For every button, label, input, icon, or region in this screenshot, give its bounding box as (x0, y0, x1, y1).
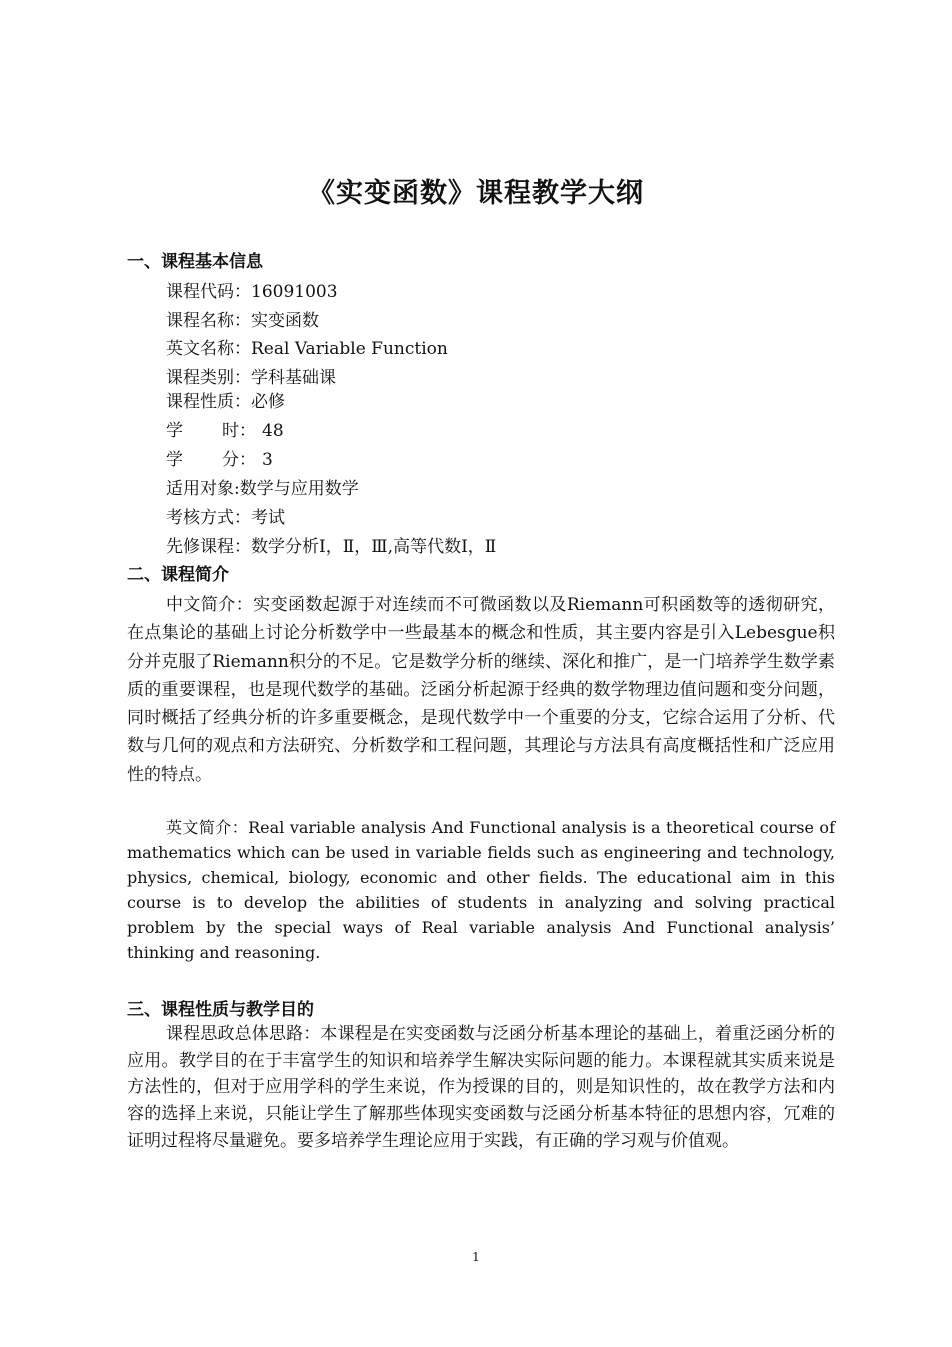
info-value: 必修 (251, 392, 285, 412)
section-heading-basic-info: 一、课程基本信息 (127, 252, 263, 272)
page-number: 1 (472, 1250, 480, 1264)
info-label: 考核方式： (166, 508, 251, 528)
info-value: 数学与应用数学 (239, 479, 359, 499)
info-item-target-audience (166, 477, 359, 501)
info-item-course-nature (166, 390, 285, 414)
info-value: Real Variable Function (251, 339, 448, 359)
info-item-english-name (166, 337, 448, 361)
ideology-paragraph: 课程思政总体思路：本课程是在实变函数与泛函分析基本理论的基础上，着重泛函分析的应用。教学目的在于丰富学生的知识和培养学生解决实际问题的能力。本课程就其实质来说是方法性的，但对于应用学科的学生来说，作为授课的目的，则是知识性的，故在教学方法和内容的选择上来说，只能让学生了解那些体现实变函数与泛函分析基本特征的思想内容，冗难的证明过程将尽量避免。要多培养学生理论应用于实践，有正确的学习观与价值观。 (127, 1024, 835, 1151)
section-heading-course-intro: 二、课程简介 (127, 565, 229, 585)
info-item-prerequisites (166, 535, 496, 559)
info-label: 英文名称： (166, 339, 251, 359)
info-value: 3 (262, 450, 273, 470)
info-value: 考试 (251, 508, 285, 528)
info-item-course-name (166, 309, 319, 333)
info-label: 课程名称： (166, 310, 251, 331)
info-item-class-hours (166, 419, 284, 443)
info-label: 学 分： (166, 450, 256, 470)
info-value: 数学分析Ⅰ，Ⅱ，Ⅲ,高等代数Ⅰ，Ⅱ (251, 537, 497, 557)
section-heading-nature-purpose: 三、课程性质与教学目的 (127, 1000, 314, 1020)
english-intro-paragraph: 英文简介：Real variable analysis And Functional analysis is a theoretical course of mathematics which can be used in variable fields such as engineering and technology, physics, chemical, biology, economic and other fields. The educational aim in this course is to develop the abilities of students in analyzing and solving practical problem by the special ways of Real variable analysis And Functional analysis’ thinking and reasoning. (127, 818, 835, 962)
info-value: 学科基础课 (251, 367, 336, 388)
info-value: 48 (262, 421, 284, 441)
info-item-course-category (166, 366, 336, 390)
info-label: 适用对象: (166, 479, 240, 499)
info-label: 课程性质： (166, 392, 251, 412)
info-value: 实变函数 (251, 310, 319, 331)
info-label: 课程代码： (166, 282, 251, 302)
info-item-course-code (166, 280, 338, 304)
document-title: 《实变函数》课程教学大纲 (308, 178, 644, 209)
info-label: 先修课程： (166, 537, 251, 557)
chinese-intro-paragraph: 中文简介：实变函数起源于对连续而不可微函数以及Riemann可积函数等的透彻研究，在点集论的基础上讨论分析数学中一些最基本的概念和性质，其主要内容是引入Lebesgue积分并克服了Riemann积分的不足。它是数学分析的继续、深化和推广，是一门培养学生数学素质的重要课程，也是现代数学的基础。泛函分析起源于经典的数学物理边值问题和变分问题，同时概括了经典分析的许多重要概念，是现代数学中一个重要的分支，它综合运用了分析、代数与几何的观点和方法研究、分析数学和工程问题，其理论与方法具有高度概括性和广泛应用性的特点。 (127, 595, 835, 785)
info-label: 学 时： (166, 421, 256, 441)
info-value: 16091003 (251, 282, 338, 302)
info-item-credits (166, 448, 273, 472)
info-label: 课程类别： (166, 367, 251, 388)
info-item-assessment (166, 506, 285, 530)
